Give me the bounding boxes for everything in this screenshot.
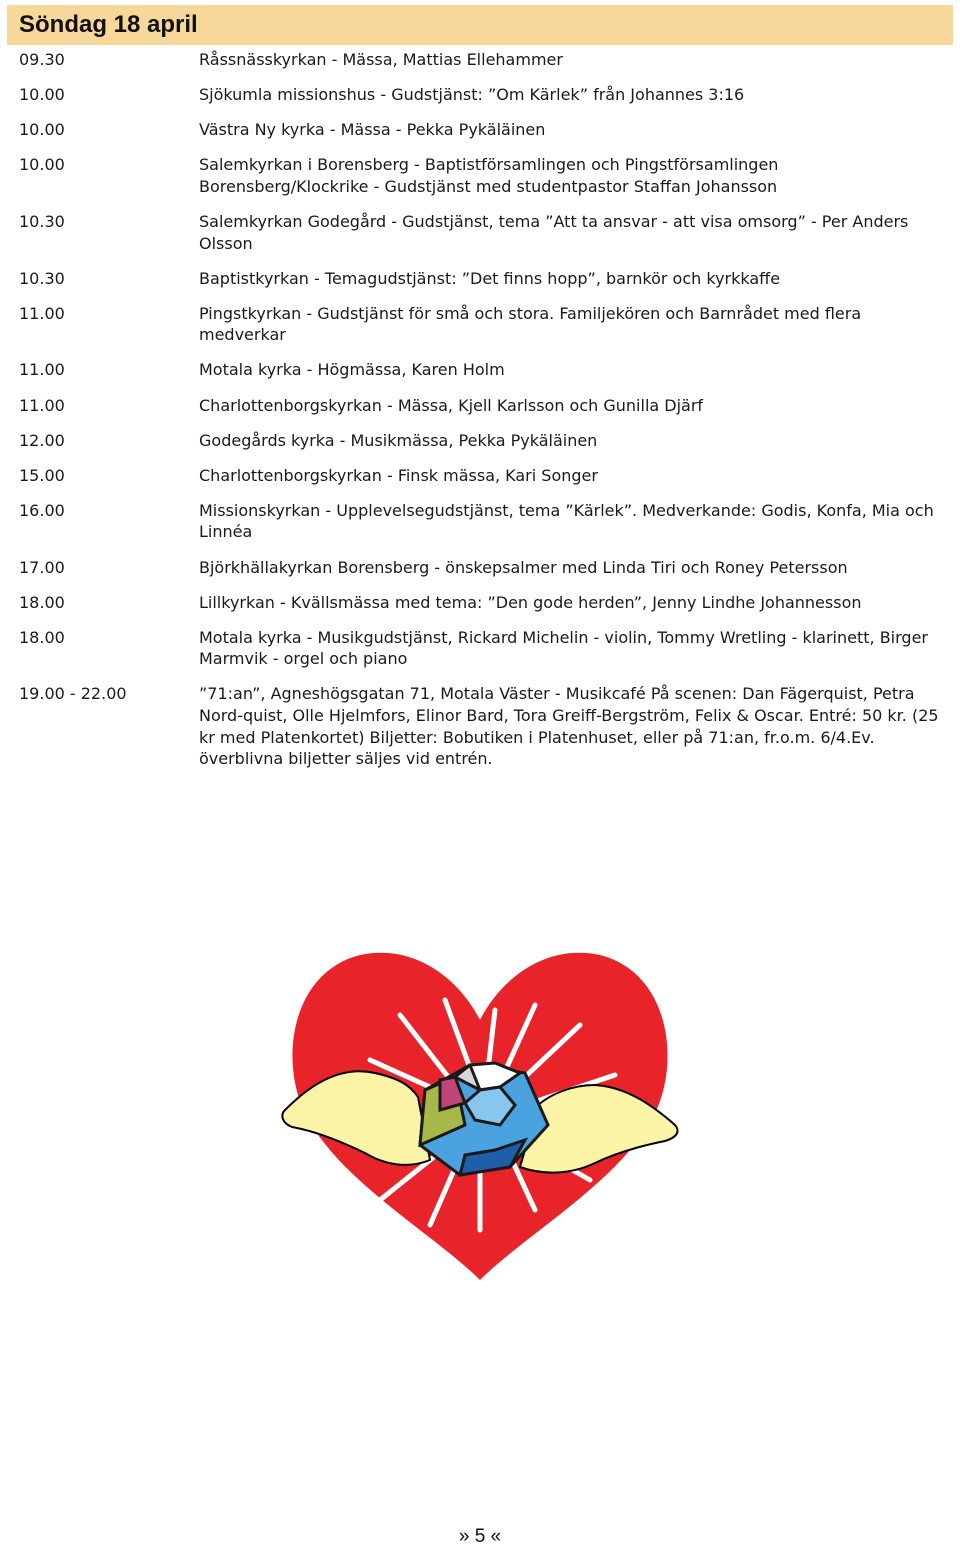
- event-time: 16.00: [19, 500, 65, 520]
- event-text: Motala kyrka - Musikgudstjänst, Rickard Michelin - violin, Tommy Wretling - klarinett, Birger Marmvik - orgel och piano: [199, 627, 928, 669]
- event-text: Missionskyrkan - Upplevelsegudstjänst, tema ”Kärlek”. Medverkande: Godis, Konfa, Mia och Linnéa: [199, 500, 934, 542]
- event-time: 18.00: [19, 592, 65, 612]
- event-text: Pingstkyrkan - Gudstjänst för små och stora. Familjekören och Barnrådet med flera medverkar: [199, 303, 862, 345]
- event-row: [19, 557, 944, 579]
- event-row: [19, 430, 944, 452]
- event-text: Charlottenborgskyrkan - Finsk mässa, Kari Songer: [199, 465, 598, 485]
- event-time: 09.30: [19, 50, 65, 69]
- event-time: 10.00: [19, 120, 65, 140]
- event-time: 19.00 - 22.00: [19, 684, 127, 704]
- event-time: 15.00: [19, 465, 65, 485]
- event-row: [19, 395, 944, 417]
- event-text: Salemkyrkan i Borensberg - Baptistförsamlingen och Pingstförsamlingen Borensberg/Klockrike - Gudstjänst med studentpastor Staffan Johansson: [199, 155, 779, 196]
- event-row: [19, 268, 944, 290]
- event-time: 10.30: [19, 211, 65, 231]
- section-header: [7, 5, 953, 45]
- event-text: Sjökumla missionshus - Gudstjänst: ”Om Kärlek” från Johannes 3:16: [199, 85, 745, 105]
- event-row: [19, 154, 944, 197]
- event-text: Motala kyrka - Högmässa, Karen Holm: [199, 360, 505, 380]
- event-time: 10.00: [19, 155, 65, 175]
- event-time: 18.00: [19, 627, 65, 647]
- event-text: Baptistkyrkan - Temagudstjänst: ”Det finns hopp”, barnkör och kyrkkaffe: [199, 268, 781, 288]
- event-text: Lillkyrkan - Kvällsmässa med tema: ”Den gode herden”, Jenny Lindhe Johannesson: [199, 592, 862, 612]
- event-row: [19, 465, 944, 487]
- section-title: Söndag 18 april: [19, 11, 198, 38]
- event-list: [19, 49, 944, 783]
- event-row: [19, 49, 944, 71]
- event-time: 11.00: [19, 360, 65, 380]
- event-text: Godegårds kyrka - Musikmässa, Pekka Pykäläinen: [199, 430, 598, 450]
- event-row: [19, 359, 944, 381]
- event-time: 10.00: [19, 85, 65, 105]
- event-time: 12.00: [19, 430, 65, 450]
- event-row: [19, 592, 944, 614]
- event-text: Björkhällakyrkan Borensberg - önskepsalmer med Linda Tiri och Roney Petersson: [199, 557, 848, 577]
- heart-hands-gem-illustration: [280, 945, 680, 1285]
- event-time: 11.00: [19, 303, 65, 323]
- event-row: [19, 303, 944, 346]
- event-row: [19, 211, 944, 254]
- event-text: Salemkyrkan Godegård - Gudstjänst, tema ”Att ta ansvar - att visa omsorg” - Per Anders Olsson: [199, 211, 909, 253]
- event-time: 17.00: [19, 557, 65, 577]
- event-text: ”71:an”, Agneshögsgatan 71, Motala Väster - Musikcafé På scenen: Dan Fägerquist, Petra Nord-quist, Olle Hjelmfors, Elinor Bard, Tora Greiff-Bergström, Felix & Oscar. Entré: 50 kr. (25 kr med Platenkortet) Biljetter: Bobutiken i Platenhuset, eller på 71:an, fr.o.m. 6/4.Ev. överblivna biljetter säljes vid entrén.: [199, 684, 939, 769]
- event-row: [19, 119, 944, 141]
- event-row: [19, 500, 944, 543]
- event-text: Charlottenborgskyrkan - Mässa, Kjell Karlsson och Gunilla Djärf: [199, 395, 704, 415]
- event-row: [19, 84, 944, 106]
- event-text: Råssnässkyrkan - Mässa, Mattias Ellehammer: [199, 50, 563, 69]
- event-row: [19, 683, 944, 769]
- event-text: Västra Ny kyrka - Mässa - Pekka Pykäläinen: [199, 120, 546, 140]
- event-row: [19, 627, 944, 670]
- page-number: » 5 «: [458, 1526, 502, 1547]
- event-time: 10.30: [19, 268, 65, 288]
- event-time: 11.00: [19, 395, 65, 415]
